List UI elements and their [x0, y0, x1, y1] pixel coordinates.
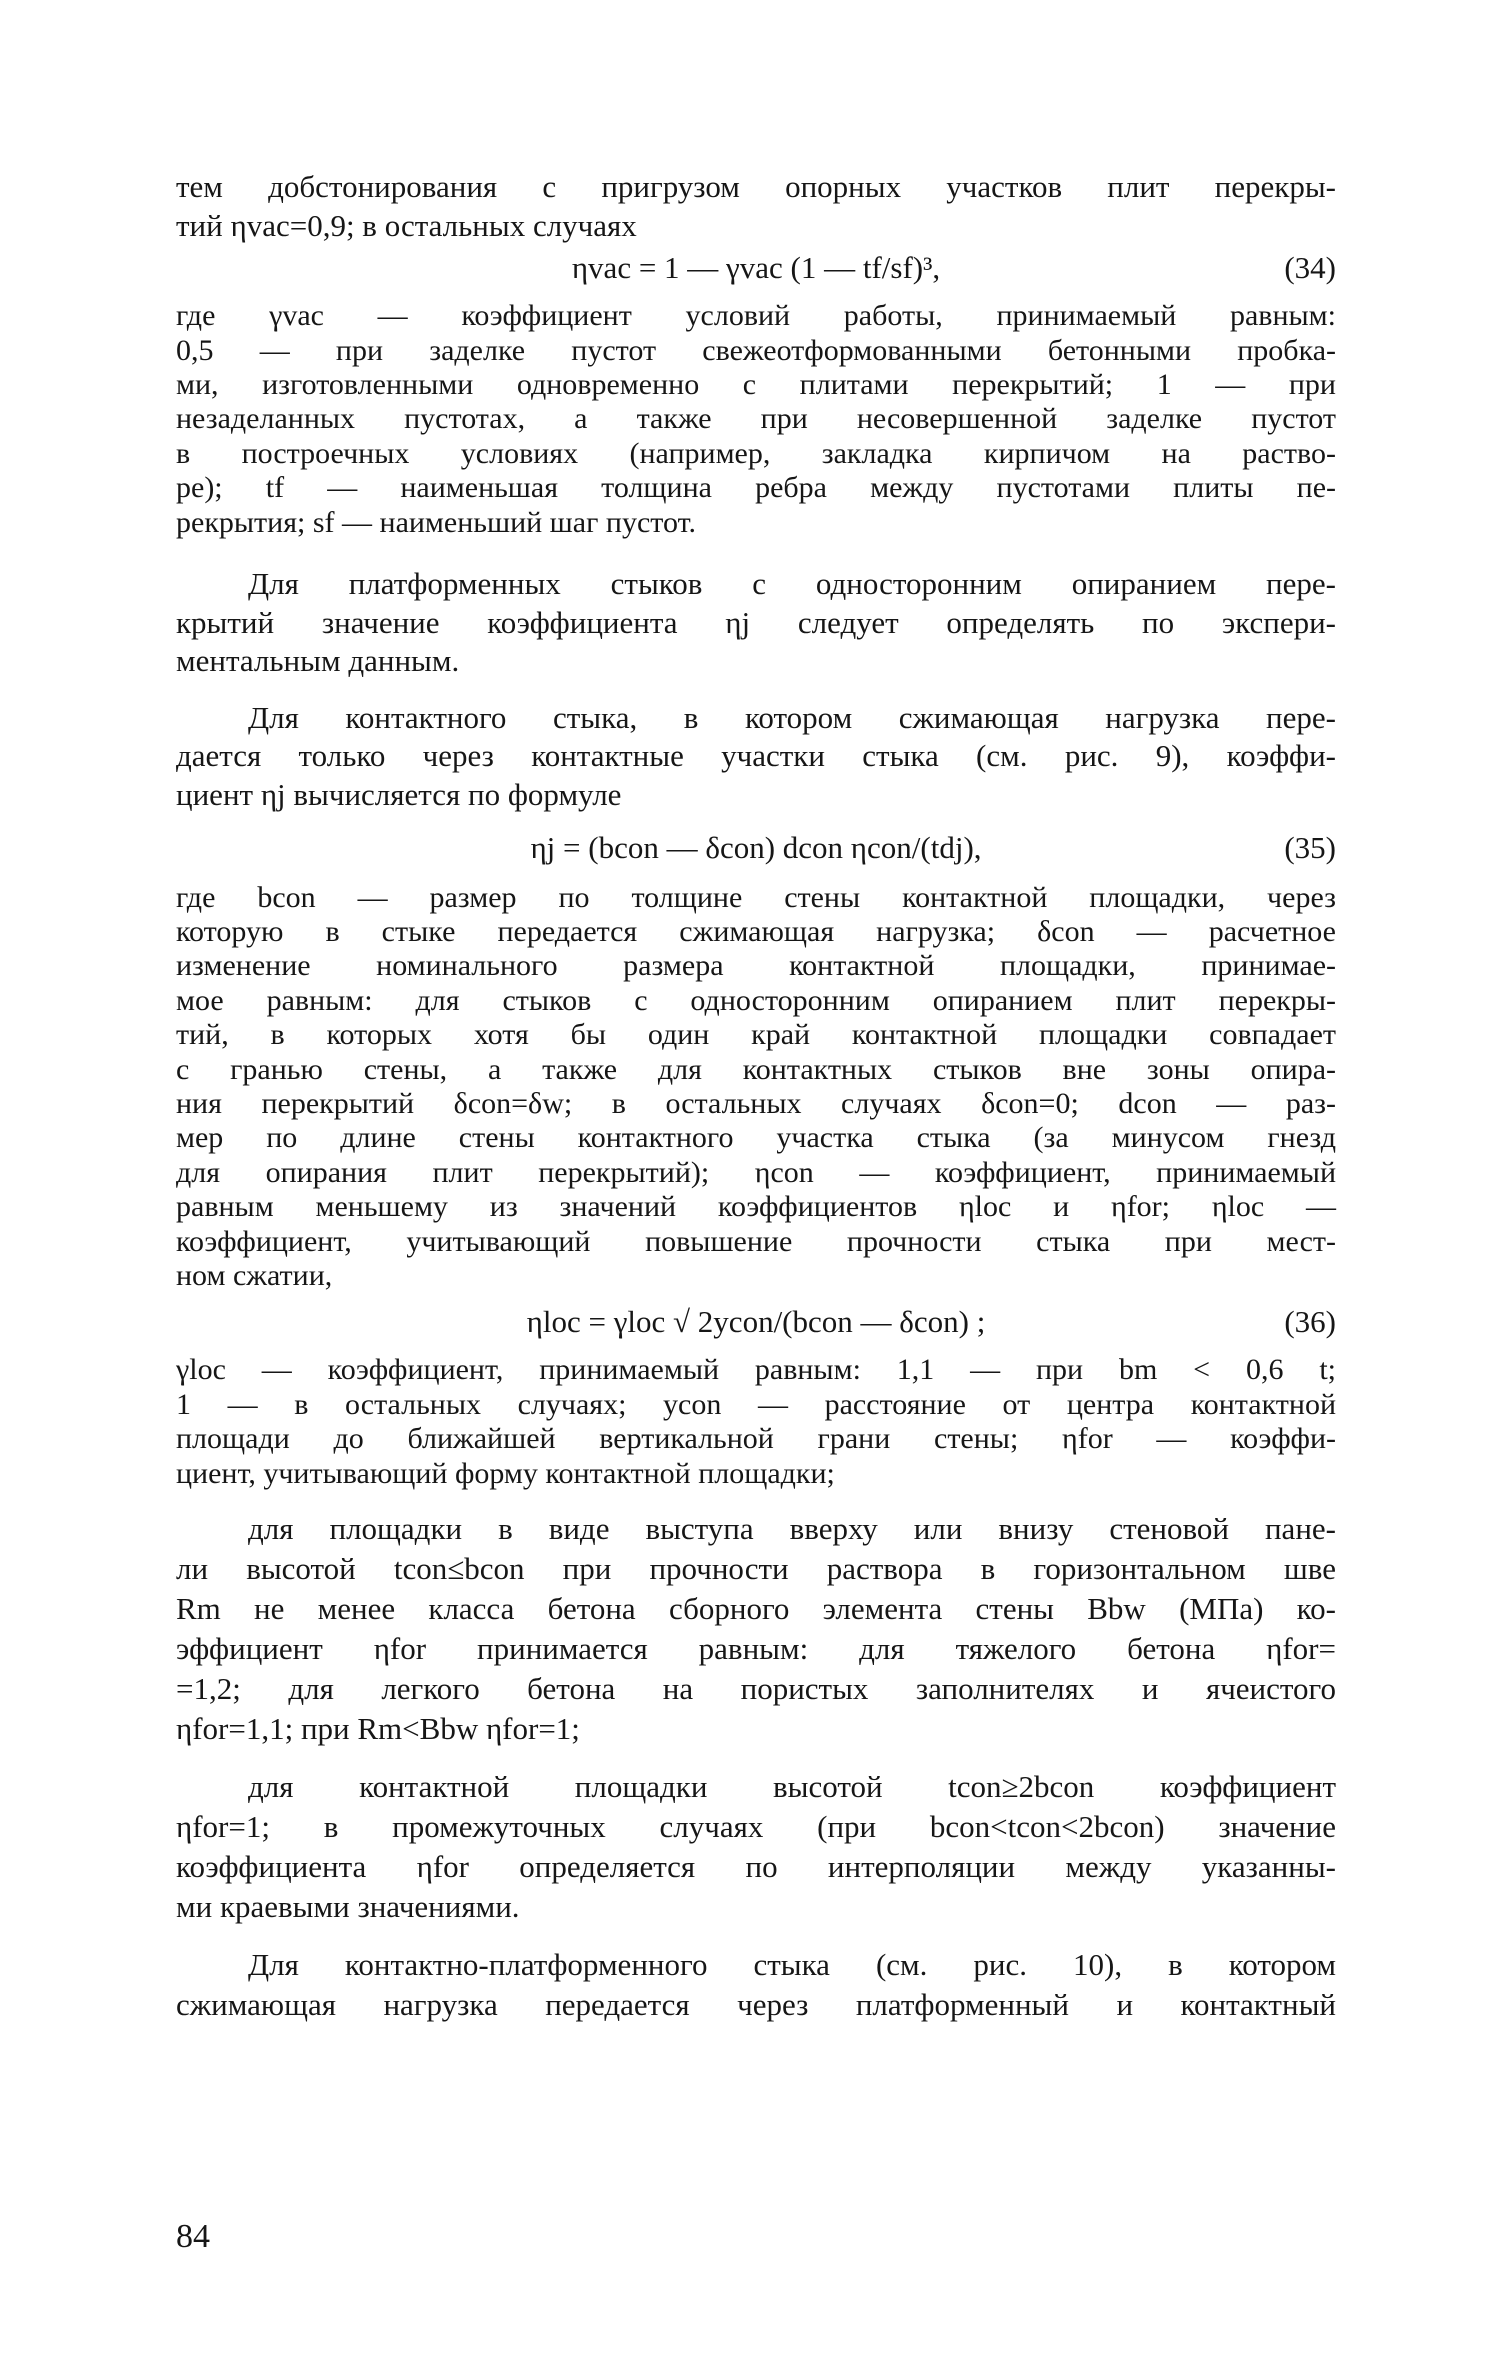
- text-line: с гранью стены, а также для контактных стыков вне зоны опира-: [176, 1052, 1336, 1086]
- text-line: равным меньшему из значений коэффициентов ηloc и ηfor; ηloc —: [176, 1190, 1336, 1224]
- text-line: γloc — коэффициент, принимаемый равным: 1,1 — при bm < 0,6 t;: [176, 1353, 1336, 1387]
- text-line: для контактной площадки высотой tcon≥2bcon коэффициент: [248, 1769, 1336, 1805]
- definitions-34: [176, 299, 1336, 540]
- text-line: для опирания плит перекрытий); ηcon — коэффициент, принимаемый: [176, 1155, 1336, 1189]
- text-line: ηfor=1,1; при Rm<Bbw ηfor=1;: [176, 1711, 580, 1747]
- text-line: ηfor=1; в промежуточных случаях (при bcon<tcon<2bcon) значение: [176, 1809, 1336, 1845]
- text-line: дается только через контактные участки стыка (см. рис. 9), коэффи-: [176, 738, 1336, 774]
- formula-35-expression: ηj = (bcon — δcon) dcon ηcon/(tdj),: [530, 829, 982, 865]
- formula-36: [176, 1303, 1336, 1353]
- text-line: мер по длине стены контактного участка стыка (за минусом гнезд: [176, 1121, 1336, 1155]
- text-line: ре); tf — наименьшая толщина ребра между пустотами плиты пе-: [176, 471, 1336, 505]
- formula-35: [176, 829, 1336, 879]
- text-line: 0,5 — при заделке пустот свежеотформованными бетонными пробка-: [176, 333, 1336, 367]
- text-line: эффициент ηfor принимается равным: для тяжелого бетона ηfor=: [176, 1631, 1336, 1667]
- page-number: 84: [176, 2218, 210, 2255]
- text-line: которую в стыке передается сжимающая нагрузка; δcon — расчетное: [176, 915, 1336, 948]
- text-line: коэффициент, учитывающий повышение прочности стыка при мест-: [176, 1224, 1336, 1258]
- text-line: где γvac — коэффициент условий работы, принимаемый равным:: [176, 299, 1336, 333]
- paragraph-contact-joint: [176, 699, 1336, 815]
- text-line: 1 — в остальных случаях; ycon — расстояние от центра контактной: [176, 1387, 1336, 1421]
- page-body: [176, 168, 1336, 2025]
- text-line: изменение номинального размера контактной площадки, принимае-: [176, 949, 1336, 983]
- text-line: мое равным: для стыков с односторонним опиранием плит перекры-: [176, 983, 1336, 1017]
- text-line: ми, изготовленными одновременно с плитами перекрытий; 1 — при: [176, 368, 1336, 401]
- formula-34: [176, 249, 1336, 299]
- text-line: где bcon — размер по толщине стены контактной площадки, через: [176, 880, 1336, 914]
- formula-36-number: (36): [1284, 1304, 1336, 1340]
- formula-35-number: (35): [1284, 829, 1336, 865]
- text-line: рекрытия; sf — наименьший шаг пустот.: [176, 505, 696, 539]
- text-line: Rm не менее класса бетона сборного элемента стены Bbw (МПа) ко-: [176, 1591, 1336, 1627]
- paragraph-contact-platform-joint: [176, 1945, 1336, 2025]
- paragraph-1: [176, 168, 1336, 245]
- text-line: тий, в которых хотя бы один край контактной площадки совпадает: [176, 1018, 1336, 1052]
- definitions-35: [176, 881, 1336, 1294]
- paragraph-platform-joints: [176, 565, 1336, 681]
- text-line: в построечных условиях (например, закладка кирпичом на раство-: [176, 436, 1336, 470]
- text-line: циент ηj вычисляется по формуле: [176, 777, 622, 812]
- text-line: тем добстонирования с пригрузом опорных участков плит перекры-: [176, 169, 1336, 204]
- text-line: ном сжатии,: [176, 1259, 333, 1293]
- text-line: ми краевыми значениями.: [176, 1889, 520, 1925]
- text-line: =1,2; для легкого бетона на пористых заполнителях и ячеистого: [176, 1671, 1336, 1707]
- text-line: ния перекрытий δcon=δw; в остальных случаях δcon=0; dcon — раз-: [176, 1087, 1336, 1121]
- text-line: Для контактно-платформенного стыка (см. рис. 10), в котором: [248, 1947, 1336, 1983]
- paragraph-protrusion-pad: [176, 1509, 1336, 1749]
- paragraph-contact-pad-height: [176, 1767, 1336, 1927]
- text-line: Для платформенных стыков с односторонним опиранием пере-: [248, 566, 1336, 602]
- text-line: тий ηvac=0,9; в остальных случаях: [176, 207, 637, 243]
- text-line: ли высотой tcon≤bcon при прочности раствора в горизонтальном шве: [176, 1551, 1336, 1587]
- formula-36-expression: ηloc = γloc √ 2ycon/(bcon — δcon) ;: [526, 1304, 986, 1340]
- formula-34-expression: ηvac = 1 — γvac (1 — tf/sf)³,: [571, 250, 941, 286]
- formula-34-number: (34): [1284, 250, 1336, 286]
- text-line: Для контактного стыка, в котором сжимающая нагрузка пере-: [248, 699, 1336, 735]
- text-line: незаделанных пустотах, а также при несовершенной заделке пустот: [176, 402, 1336, 436]
- text-line: сжимающая нагрузка передается через платформенный и контактный: [176, 1987, 1336, 2023]
- text-line: для площадки в виде выступа вверху или внизу стеновой пане-: [248, 1511, 1336, 1547]
- text-line: ментальным данным.: [176, 643, 460, 679]
- text-line: коэффициента ηfor определяется по интерполяции между указанны-: [176, 1849, 1336, 1885]
- text-line: циент, учитывающий форму контактной площадки;: [176, 1456, 835, 1490]
- text-line: крытий значение коэффициента ηj следует определять по экспери-: [176, 604, 1336, 640]
- text-line: площади до ближайшей вертикальной грани стены; ηfor — коэффи-: [176, 1422, 1336, 1456]
- definitions-36: [176, 1353, 1336, 1491]
